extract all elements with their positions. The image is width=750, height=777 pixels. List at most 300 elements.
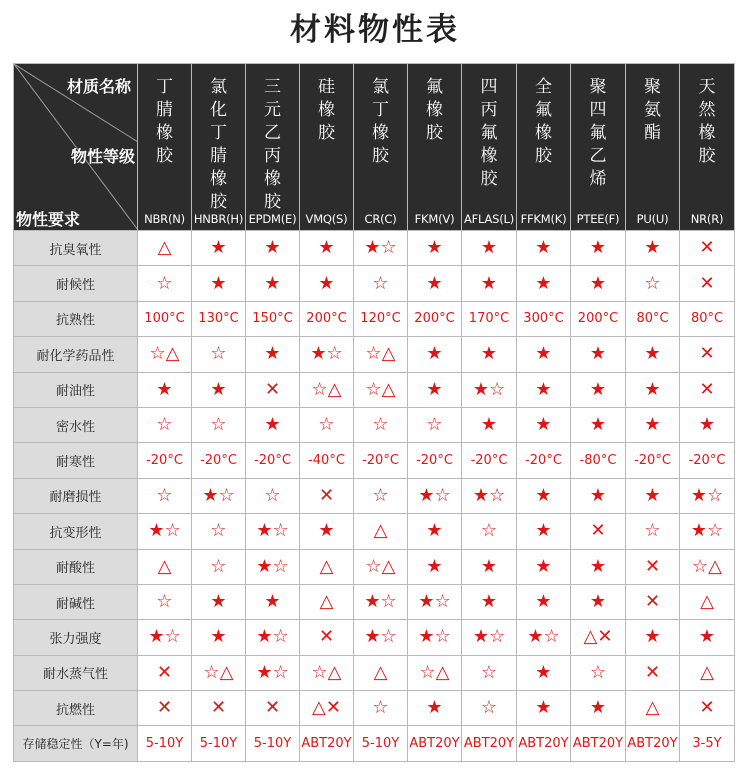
rating-cell	[680, 407, 735, 442]
rating-cell	[246, 337, 300, 372]
rating-value: △	[645, 697, 660, 719]
rating-value: -20°C	[634, 453, 671, 469]
material-column-header	[462, 64, 517, 231]
rating-cell	[300, 266, 354, 301]
rating-cell	[246, 655, 300, 690]
table-row	[14, 301, 735, 336]
rating-value: ☆	[644, 272, 661, 294]
rating-value: ★☆	[256, 555, 289, 577]
rating-value: ★	[535, 272, 552, 294]
table-row	[14, 620, 735, 655]
rating-value: ABT20Y	[409, 736, 460, 752]
rating-cell	[680, 726, 735, 762]
rating-value: 3-5Y	[692, 736, 722, 752]
material-code: AFLAS(L)	[463, 212, 515, 226]
rating-cell	[354, 726, 408, 762]
rating-value: ★	[589, 697, 607, 719]
rating-cell	[517, 372, 571, 407]
rating-cell	[192, 231, 246, 266]
rating-value: -20°C	[146, 453, 183, 469]
rating-value: △	[157, 237, 172, 259]
rating-value: ✕	[318, 484, 335, 506]
rating-value: ☆	[426, 414, 443, 436]
rating-cell	[517, 655, 571, 690]
table-row	[14, 514, 735, 549]
rating-value: △	[700, 591, 714, 613]
rating-cell	[680, 514, 735, 549]
rating-cell	[462, 655, 517, 690]
rating-cell	[680, 549, 735, 584]
material-name: 聚四氟乙烯	[589, 77, 607, 189]
rating-cell	[192, 691, 246, 726]
rating-cell	[192, 372, 246, 407]
rating-cell	[408, 478, 462, 513]
property-label: 张力强度	[14, 620, 138, 655]
rating-cell	[192, 478, 246, 513]
rating-cell	[300, 443, 354, 478]
rating-cell	[300, 655, 354, 690]
property-label: 存储稳定性（Y=年)	[14, 726, 138, 762]
material-name: 氯丁橡胶	[372, 77, 389, 166]
rating-value: ★	[210, 626, 227, 648]
rating-cell	[517, 407, 571, 442]
rating-value: △	[319, 555, 334, 577]
material-code: FKM(V)	[414, 212, 455, 226]
rating-value: ★	[480, 414, 498, 436]
rating-value: ★	[318, 520, 335, 542]
rating-value: ★	[264, 414, 281, 436]
rating-cell	[680, 337, 735, 372]
rating-cell	[138, 266, 192, 301]
rating-value: △	[319, 591, 334, 613]
rating-cell	[462, 514, 517, 549]
rating-cell	[462, 372, 517, 407]
rating-value: 300°C	[523, 311, 564, 327]
rating-value: 5-10Y	[361, 736, 400, 752]
table-row	[14, 726, 735, 762]
rating-cell	[300, 549, 354, 584]
rating-cell	[626, 620, 680, 655]
rating-cell	[408, 584, 462, 619]
rating-value: ☆	[480, 520, 498, 542]
rating-cell	[571, 337, 626, 372]
rating-cell	[138, 443, 192, 478]
rating-cell	[138, 691, 192, 726]
rating-value: ★☆	[472, 378, 506, 400]
rating-cell	[462, 726, 517, 762]
rating-cell	[138, 549, 192, 584]
rating-value: ★☆	[364, 591, 397, 613]
rating-value: ☆	[210, 520, 227, 542]
rating-cell	[626, 514, 680, 549]
rating-cell	[246, 726, 300, 762]
material-code: FFKM(K)	[520, 212, 567, 226]
rating-value: ★	[698, 414, 716, 436]
table-row	[14, 231, 735, 266]
rating-cell	[680, 443, 735, 478]
rating-cell	[300, 337, 354, 372]
rating-value: ★	[535, 697, 552, 719]
rating-cell	[138, 372, 192, 407]
rating-value: ★	[644, 414, 661, 436]
rating-cell	[517, 726, 571, 762]
rating-cell	[300, 231, 354, 266]
rating-value: ☆△	[311, 661, 342, 683]
rating-cell	[300, 478, 354, 513]
rating-cell	[354, 691, 408, 726]
rating-cell	[300, 726, 354, 762]
rating-cell	[246, 372, 300, 407]
rating-value: ✕	[644, 661, 661, 683]
rating-cell	[571, 478, 626, 513]
rating-cell	[192, 620, 246, 655]
table-row	[14, 266, 735, 301]
rating-cell	[408, 231, 462, 266]
rating-value: ★	[480, 591, 498, 613]
rating-cell	[138, 337, 192, 372]
rating-value: 200°C	[306, 311, 347, 327]
table-row	[14, 691, 735, 726]
rating-cell	[408, 549, 462, 584]
rating-cell	[408, 620, 462, 655]
rating-cell	[354, 584, 408, 619]
rating-value: ✕	[264, 697, 281, 719]
rating-value: △✕	[312, 697, 341, 719]
rating-cell	[462, 266, 517, 301]
rating-value: ★	[210, 272, 227, 294]
rating-value: ☆	[372, 272, 389, 294]
rating-cell	[408, 726, 462, 762]
rating-cell	[462, 691, 517, 726]
rating-value: ★	[426, 555, 443, 577]
rating-cell	[462, 407, 517, 442]
material-name-label: 材质名称	[66, 77, 131, 96]
property-label: 耐水蒸气性	[14, 655, 138, 690]
rating-value: ✕	[644, 591, 661, 613]
rating-value: ★☆	[418, 591, 451, 613]
rating-value: ★☆	[472, 626, 506, 648]
rating-cell	[408, 337, 462, 372]
material-column-header	[408, 64, 462, 231]
rating-cell	[462, 301, 517, 336]
rating-value: ☆	[480, 697, 498, 719]
material-code: VMQ(S)	[305, 212, 348, 226]
material-name: 天然橡胶	[698, 77, 716, 166]
rating-cell	[680, 301, 735, 336]
rating-value: ★☆	[256, 626, 289, 648]
rating-cell	[300, 514, 354, 549]
rating-value: -20°C	[416, 453, 453, 469]
rating-value: ★	[480, 343, 498, 365]
rating-value: ☆	[372, 484, 389, 506]
rating-value: ☆△	[203, 661, 234, 683]
material-column-header	[517, 64, 571, 231]
rating-value: -20°C	[254, 453, 291, 469]
rating-cell	[517, 478, 571, 513]
rating-value: ★	[644, 343, 661, 365]
rating-cell	[571, 655, 626, 690]
rating-value: ☆△	[365, 555, 396, 577]
rating-cell	[354, 514, 408, 549]
rating-value: ★	[426, 378, 443, 400]
rating-cell	[517, 443, 571, 478]
rating-cell	[354, 620, 408, 655]
material-name: 丁腈橡胶	[156, 77, 173, 166]
rating-cell	[354, 549, 408, 584]
rating-cell	[300, 407, 354, 442]
rating-cell	[517, 549, 571, 584]
material-code: CR(C)	[364, 212, 397, 226]
rating-cell	[192, 514, 246, 549]
material-name: 聚氨酯	[644, 77, 661, 143]
rating-value: ★	[644, 626, 661, 648]
rating-cell	[246, 231, 300, 266]
rating-cell	[517, 584, 571, 619]
rating-value: ★	[644, 378, 661, 400]
rating-value: ☆△	[149, 343, 180, 365]
rating-cell	[138, 584, 192, 619]
rating-value: ✕	[210, 697, 227, 719]
rating-value: 170°C	[468, 311, 510, 327]
rating-value: ★	[480, 272, 498, 294]
rating-cell	[192, 584, 246, 619]
rating-cell	[246, 301, 300, 336]
rating-value: ☆△	[311, 378, 342, 400]
table-row	[14, 584, 735, 619]
rating-value: ★	[535, 520, 552, 542]
rating-value: ★	[156, 378, 173, 400]
table-row	[14, 372, 735, 407]
rating-value: ★	[318, 272, 335, 294]
rating-value: ☆	[264, 484, 281, 506]
rating-cell	[192, 655, 246, 690]
rating-value: ☆	[210, 555, 227, 577]
rating-value: ★☆	[256, 661, 289, 683]
property-label: 耐候性	[14, 266, 138, 301]
material-column-header	[138, 64, 192, 231]
material-column-header	[300, 64, 354, 231]
rating-value: ★	[426, 697, 443, 719]
rating-value: ★	[426, 237, 443, 259]
rating-value: ★	[264, 272, 281, 294]
rating-cell	[408, 266, 462, 301]
rating-value: ✕	[590, 520, 606, 542]
corner-header	[14, 64, 138, 231]
rating-cell	[626, 584, 680, 619]
rating-value: 200°C	[577, 311, 619, 327]
material-name: 四丙氟橡胶	[480, 77, 498, 189]
material-code: PTEE(F)	[576, 212, 620, 226]
rating-value: ★	[644, 237, 661, 259]
table-row	[14, 549, 735, 584]
rating-cell	[626, 726, 680, 762]
rating-value: ABT20Y	[572, 736, 624, 752]
rating-value: ★☆	[418, 484, 451, 506]
rating-value: ☆	[156, 591, 173, 613]
rating-value: ★	[698, 626, 716, 648]
material-column-header	[192, 64, 246, 231]
rating-value: ✕	[156, 661, 173, 683]
rating-cell	[138, 407, 192, 442]
rating-value: ★☆	[364, 626, 397, 648]
rating-cell	[571, 266, 626, 301]
rating-value: ★	[589, 343, 607, 365]
property-label: 抗燃性	[14, 691, 138, 726]
table-row	[14, 478, 735, 513]
property-level-label: 物性等级	[70, 147, 135, 166]
rating-cell	[462, 337, 517, 372]
rating-cell	[354, 478, 408, 513]
rating-value: ☆	[210, 343, 227, 365]
rating-value: -20°C	[525, 453, 562, 469]
rating-cell	[680, 620, 735, 655]
header-row	[14, 64, 735, 231]
rating-value: ★☆	[148, 626, 181, 648]
rating-cell	[517, 514, 571, 549]
rating-cell	[517, 620, 571, 655]
rating-value: -80°C	[579, 453, 617, 469]
material-column-header	[354, 64, 408, 231]
property-label: 耐油性	[14, 372, 138, 407]
rating-cell	[571, 620, 626, 655]
rating-cell	[626, 337, 680, 372]
property-label: 耐磨损性	[14, 478, 138, 513]
rating-cell	[408, 514, 462, 549]
rating-cell	[626, 478, 680, 513]
rating-cell	[138, 726, 192, 762]
rating-cell	[626, 301, 680, 336]
rating-cell	[192, 266, 246, 301]
material-column-header	[246, 64, 300, 231]
rating-cell	[138, 478, 192, 513]
property-requirement-label: 物性要求	[16, 210, 81, 229]
rating-value: ★	[589, 414, 607, 436]
rating-cell	[138, 620, 192, 655]
rating-value: △	[373, 661, 388, 683]
table-row	[14, 655, 735, 690]
rating-cell	[408, 301, 462, 336]
rating-value: ★	[535, 484, 552, 506]
rating-cell	[626, 372, 680, 407]
rating-cell	[408, 407, 462, 442]
rating-value: ★☆	[527, 626, 560, 648]
rating-cell	[192, 443, 246, 478]
rating-value: ☆	[156, 414, 173, 436]
rating-cell	[571, 372, 626, 407]
rating-cell	[571, 691, 626, 726]
property-label: 耐化学药品性	[14, 337, 138, 372]
rating-value: ☆△	[419, 661, 450, 683]
rating-cell	[626, 691, 680, 726]
rating-value: ★☆	[364, 237, 397, 259]
rating-value: 80°C	[636, 311, 669, 327]
rating-value: ★	[535, 661, 552, 683]
rating-cell	[138, 655, 192, 690]
rating-cell	[462, 549, 517, 584]
rating-value: ★	[264, 237, 281, 259]
rating-value: -20°C	[470, 453, 508, 469]
material-code: NR(R)	[690, 212, 724, 226]
rating-cell	[354, 655, 408, 690]
rating-value: ★☆	[418, 626, 451, 648]
rating-cell	[192, 301, 246, 336]
rating-cell	[246, 407, 300, 442]
rating-value: ABT20Y	[627, 736, 678, 752]
rating-value: ☆	[644, 520, 661, 542]
rating-cell	[571, 584, 626, 619]
rating-value: ☆△	[692, 555, 722, 577]
rating-value: ★☆	[202, 484, 235, 506]
rating-cell	[517, 231, 571, 266]
material-code: EPDM(E)	[248, 212, 297, 226]
rating-value: ✕	[699, 697, 715, 719]
rating-value: ★	[264, 591, 281, 613]
material-properties-table	[13, 63, 735, 762]
rating-cell	[462, 620, 517, 655]
rating-cell	[300, 372, 354, 407]
rating-value: -20°C	[362, 453, 399, 469]
rating-cell	[354, 372, 408, 407]
rating-value: ★	[535, 414, 552, 436]
material-column-header	[626, 64, 680, 231]
rating-cell	[462, 443, 517, 478]
rating-value: ☆	[589, 661, 607, 683]
rating-value: ☆	[318, 414, 335, 436]
rating-cell	[680, 231, 735, 266]
rating-cell	[354, 407, 408, 442]
rating-cell	[680, 655, 735, 690]
rating-value: ★	[426, 272, 443, 294]
rating-cell	[680, 584, 735, 619]
rating-value: ★	[535, 343, 552, 365]
rating-value: ★☆	[690, 484, 724, 506]
rating-value: 200°C	[414, 311, 455, 327]
rating-value: ★	[210, 237, 227, 259]
rating-value: ABT20Y	[518, 736, 569, 752]
rating-value: 120°C	[360, 311, 401, 327]
rating-value: ✕	[156, 697, 173, 719]
rating-cell	[680, 266, 735, 301]
rating-value: ✕	[699, 237, 715, 259]
rating-value: 130°C	[198, 311, 239, 327]
rating-cell	[571, 443, 626, 478]
rating-cell	[571, 549, 626, 584]
rating-cell	[571, 301, 626, 336]
rating-cell	[626, 231, 680, 266]
rating-cell	[517, 301, 571, 336]
rating-value: ★	[318, 237, 335, 259]
material-column-header	[571, 64, 626, 231]
rating-value: 5-10Y	[199, 736, 238, 752]
table-row	[14, 407, 735, 442]
material-name: 氯化丁腈橡胶	[210, 77, 227, 212]
rating-value: △	[700, 661, 714, 683]
material-code: NBR(N)	[144, 212, 185, 226]
material-code: HNBR(H)	[193, 212, 244, 226]
rating-value: △	[373, 520, 388, 542]
property-label: 耐碱性	[14, 584, 138, 619]
rating-cell	[300, 584, 354, 619]
property-label: 抗变形性	[14, 514, 138, 549]
rating-value: ☆	[480, 661, 498, 683]
rating-value: ☆	[156, 272, 173, 294]
rating-cell	[300, 301, 354, 336]
rating-cell	[517, 337, 571, 372]
rating-value: ABT20Y	[463, 736, 515, 752]
rating-cell	[192, 407, 246, 442]
rating-value: ★☆	[148, 520, 181, 542]
rating-cell	[571, 726, 626, 762]
